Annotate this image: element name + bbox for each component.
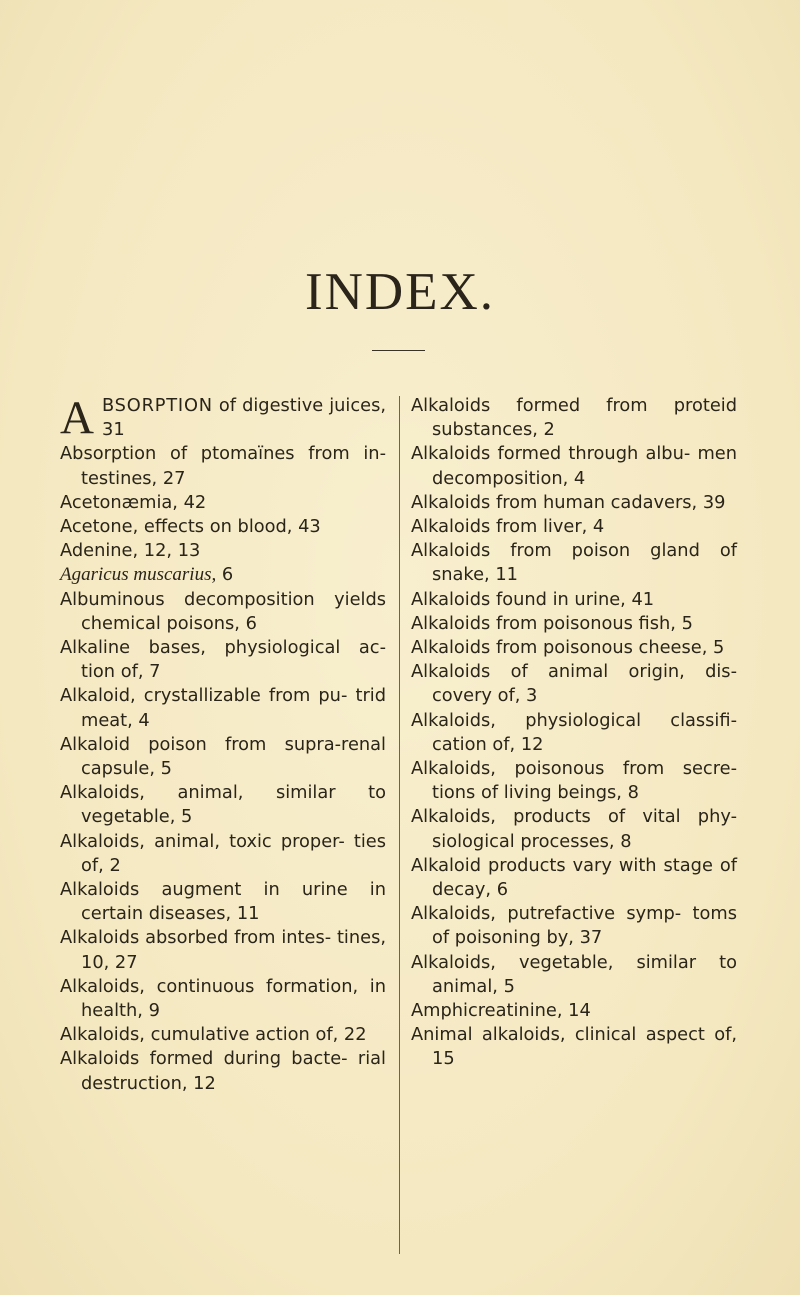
index-entry: Acetonæmia, 42 bbox=[60, 491, 207, 513]
index-entry: Alkaloids found in urine, 41 bbox=[411, 588, 655, 610]
title-rule bbox=[372, 350, 425, 351]
index-entry: Alkaloids of animal origin, dis- covery of, 3 bbox=[411, 661, 737, 707]
index-entry: Alkaloids, poisonous from secre- tions of living beings, 8 bbox=[411, 758, 737, 804]
index-entry: Alkaloids, cumulative action of, 22 bbox=[60, 1024, 367, 1046]
index-entry: Alkaloids formed from proteid substances, 2 bbox=[411, 395, 737, 441]
index-entry: Albuminous decomposition yields chemical poisons, 6 bbox=[60, 588, 386, 634]
index-column-left bbox=[60, 394, 386, 1096]
entry-text: of digestive juices, 31 bbox=[102, 395, 386, 441]
index-entry: Amphicreatinine, 14 bbox=[411, 1000, 591, 1022]
index-column-right bbox=[411, 394, 737, 1072]
index-entry: Adenine, 12, 13 bbox=[60, 540, 201, 562]
entry-headword: BSORPTION bbox=[102, 395, 213, 416]
index-entry: Alkaloids, products of vital phy- siological processes, 8 bbox=[411, 806, 737, 852]
index-entry: Alkaloid, crystallizable from pu- trid meat, 4 bbox=[60, 685, 386, 731]
index-entry: Alkaloids formed through albu- men decomposition, 4 bbox=[411, 443, 737, 489]
index-entry: Alkaloids from poison gland of snake, 11 bbox=[411, 540, 737, 586]
index-entry: Alkaloids augment in urine in certain diseases, 11 bbox=[60, 879, 386, 925]
index-entry: Alkaloids from poisonous fish, 5 bbox=[411, 612, 693, 634]
index-entry: Alkaloids, animal, toxic proper- ties of, 2 bbox=[60, 830, 386, 876]
index-entry: Acetone, effects on blood, 43 bbox=[60, 516, 321, 538]
page-title: INDEX. bbox=[304, 263, 496, 321]
index-entry: Alkaloids, putrefactive symp- toms of poisoning by, 37 bbox=[411, 903, 737, 949]
index-entry: Alkaloids, continuous formation, in health, 9 bbox=[60, 975, 386, 1022]
drop-cap: A bbox=[60, 392, 94, 444]
index-entry bbox=[60, 563, 386, 587]
index-entry: Alkaloids, animal, similar to vegetable, 5 bbox=[60, 782, 386, 828]
index-entry: Alkaloid products vary with stage of decay, 6 bbox=[411, 854, 737, 901]
index-entry: Alkaline bases, physiological ac- tion of, 7 bbox=[60, 637, 386, 683]
index-entry: Absorption of ptomaïnes from in- testines, 27 bbox=[60, 443, 386, 489]
index-entry: Alkaloids, vegetable, similar to animal, 5 bbox=[411, 951, 737, 997]
index-entry: Alkaloids absorbed from intes- tines, 10, 27 bbox=[60, 927, 386, 973]
index-entry: Alkaloids from poisonous cheese, 5 bbox=[411, 637, 725, 659]
index-entry: Alkaloids, physiological classifi- cation of, 12 bbox=[411, 709, 737, 755]
column-divider bbox=[399, 396, 400, 1254]
index-entry: Alkaloids formed during bacte- rial destruction, 12 bbox=[60, 1048, 386, 1094]
index-entry: Alkaloid poison from supra-renal capsule, 5 bbox=[60, 733, 386, 780]
index-entry: Alkaloids from human cadavers, 39 bbox=[411, 491, 726, 513]
index-entry: Alkaloids from liver, 4 bbox=[411, 516, 605, 538]
entry-species-name: Agaricus muscarius, bbox=[60, 564, 217, 586]
entry-page: 6 bbox=[216, 564, 234, 586]
index-entry bbox=[60, 394, 386, 442]
index-entry: Animal alkaloids, clinical aspect of, 15 bbox=[411, 1024, 737, 1070]
